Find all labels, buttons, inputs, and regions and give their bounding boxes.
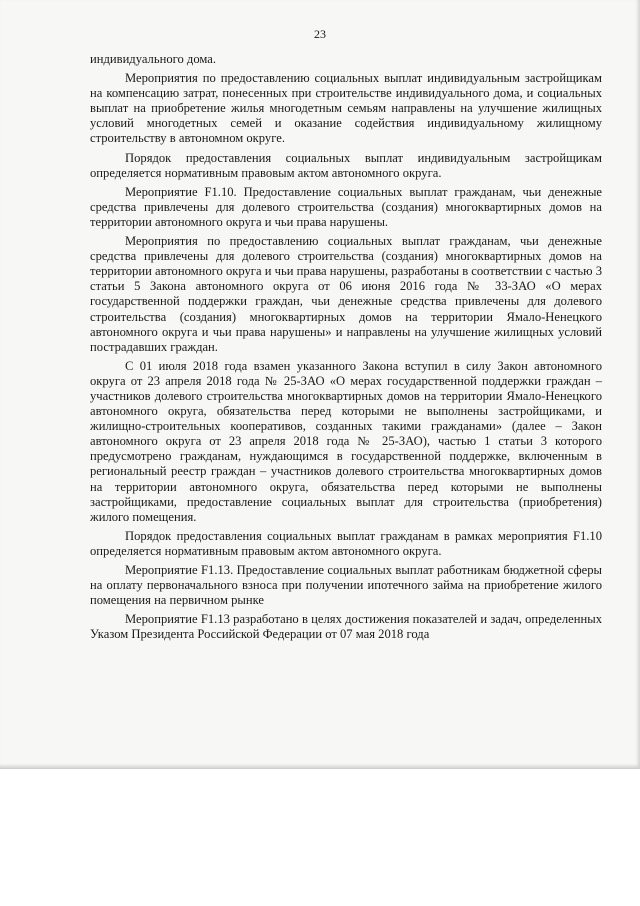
paragraph: Мероприятия по предоставлению социальных выплат индивидуальным застройщикам на компенсацию затрат, понесенных при строительстве индивидуального дома, и социальных выплат на приобретение жилья многодетным семьям направлены на улучшение жилищных условий многодетных семей и оказание содействия индивидуальному жилищному строительству в автономном округе. (90, 71, 602, 146)
paragraph: Мероприятия по предоставлению социальных выплат гражданам, чьи денежные средства привлечены для долевого строительства (создания) многоквартирных домов на территории автономного округа и чьи права нарушены, разработаны в соответствии с частью 3 статьи 5 Закона автономного округа от 06 июня 2016 года № 33-ЗАО «О мерах государственной поддержки граждан, чьи денежные средства привлечены для долевого строительства (создания) многоквартирных домов на территории Ямало-Ненецкого автономного округа и чьи права нарушены» и направлены на улучшение жилищных условий пострадавших граждан. (90, 234, 602, 354)
paragraph: Порядок предоставления социальных выплат индивидуальным застройщикам определяется нормативным правовым актом автономного округа. (90, 150, 602, 180)
paragraph: С 01 июля 2018 года взамен указанного Закона вступил в силу Закон автономного округа от 23 апреля 2018 года № 25-ЗАО «О мерах государственной поддержки граждан – участников долевого строительства многоквартирных домов на территории Ямало-Ненецкого автономного округа, обязательства перед которыми не выполнены застройщиками, и жилищно-строительных кооперативов, созданных такими гражданами» (далее – Закон автономного округа от 23 апреля 2018 года № 25-ЗАО), частью 1 статьи 3 которого предусмотрено гражданам, нуждающимся в государственной поддержке, включенным в региональный реестр граждан – участников долевого строительства многоквартирных домов на территории автономного округа, обязательства перед которыми не выполнены застройщиками, предоставление социальных выплат для строительства (приобретения) жилого помещения. (90, 358, 602, 524)
paragraph: Порядок предоставления социальных выплат гражданам в рамках мероприятия F1.10 определяется нормативным правовым актом автономного округа. (90, 528, 602, 558)
blank-area (0, 768, 640, 906)
paragraph: Мероприятие F1.10. Предоставление социальных выплат гражданам, чьи денежные средства привлечены для долевого строительства (создания) многоквартирных домов на территории автономного округа и чьи права нарушены. (90, 184, 602, 229)
document-body (90, 52, 602, 646)
paragraph: Мероприятие F1.13. Предоставление социальных выплат работникам бюджетной сферы на оплату первоначального взноса при получении ипотечного займа на приобретение жилого помещения на первичном рынке (90, 563, 602, 608)
page-number: 23 (314, 27, 326, 41)
paragraph-continuation: индивидуального дома. (90, 52, 216, 66)
paragraph: Мероприятие F1.13 разработано в целях достижения показателей и задач, определенных Указом Президента Российской Федерации от 07 мая 2018 года (90, 612, 602, 642)
